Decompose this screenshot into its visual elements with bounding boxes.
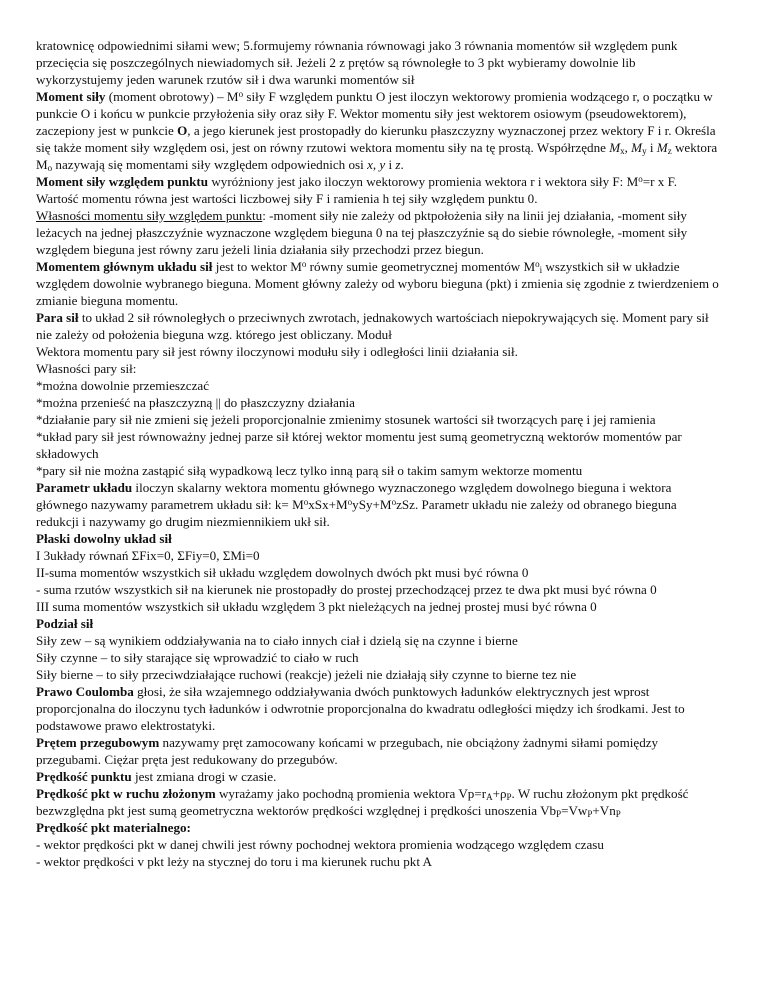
term-compound-motion-velocity: Prędkość pkt w ruchu złożonym	[36, 786, 216, 801]
term-point-velocity: Prędkość punktu	[36, 769, 132, 784]
term-moment-properties: Własności momentu siły względem punktu	[36, 208, 263, 223]
list-item: I 3układy równań ΣFix=0, ΣFiy=0, ΣMi=0	[36, 548, 260, 563]
term-force-couple: Para sił	[36, 310, 79, 325]
paragraph-moment-properties: Własności momentu siły względem punktu: -moment siły nie zależy od pktpołożenia siły na linii jej działania, -moment siły leżacych na jednej płaszczyźnie wyznaczone względem bieguna 0 na tej płaszczyźnie są do siebie równoległe, -moment siły względem bieguna jest równy zaru jeżeli linia działania siły przechodzi przez biegun.	[36, 208, 688, 257]
list-item: *można przenieść na płaszczyzną || do płaszczyzny działania	[36, 395, 355, 410]
list-item: Siły bierne – to siły przeciwdziałające ruchowi (reakcje) jeżeli nie działają siły czynne to bierne tez nie	[36, 667, 577, 682]
paragraph-compound-motion-velocity: Prędkość pkt w ruchu złożonym wyrażamy jako pochodną promienia wektora $Vp=r_A+\rho_P$. W ruchu złożonym pkt prędkość bezwzględna pkt jest sumą geometryczna wektorów prędkości względnej i prędkości unoszenia $Vb_P=Vw_P+Vn_P$	[36, 786, 689, 819]
paragraph-moment-about-point: Moment siły względem punktu wyróżniony jest jako iloczyn wektorowy promienia wektora r i wektora siły F: $M^o=r$ x F. Wartość momentu równa jest wartości liczbowej siły F i ramienia h tej siły względem punktu 0.	[36, 174, 678, 206]
term-moment-of-force: Moment siły	[36, 89, 106, 104]
list-item: *układ pary sił jest równoważny jednej parze sił której wektor momentu jest sumą geometryczną wektorów momentów par składowych	[36, 429, 682, 461]
list-item: *działanie pary sił nie zmieni się jeżeli proporcjonalnie zmienimy stosunek wartości sił tworzących parę i jej ramienia	[36, 412, 656, 427]
list-item: Siły czynne – to siły starające się wprowadzić to ciało w ruch	[36, 650, 359, 665]
list-item: *można dowolnie przemieszczać	[36, 378, 210, 393]
paragraph-pin-jointed-bar: Prętem przegubowym nazywamy pręt zamocowany końcami w przegubach, nie obciążony żadnymi siłami pomiędzy przegubami. Ciężar pręta jest redukowany do przegubów.	[36, 735, 659, 767]
term-system-parameter: Parametr układu	[36, 480, 133, 495]
term-principal-moment: Momentem głównym układu sił	[36, 259, 213, 274]
list-item: Siły zew – są wynikiem oddziaływania na to ciało innych ciał i dzielą się na czynne i bierne	[36, 633, 518, 648]
list-item: - suma rzutów wszystkich sił na kierunek nie prostopadły do prostej przechodzącej przez te dwa pkt musi być równa 0	[36, 582, 657, 597]
paragraph-couple-moment-vector: Wektora momentu pary sił jest równy iloczynowi modułu siły i odległości linii działania sił.	[36, 344, 518, 359]
term-coulomb-law: Prawo Coulomba	[36, 684, 134, 699]
list-item: - wektor prędkości v pkt leży na stycznej do toru i ma kierunek ruchu pkt A	[36, 854, 432, 869]
section-heading-force-division: Podział sił	[36, 616, 94, 631]
paragraph-point-velocity: Prędkość punktu jest zmiana drogi w czasie.	[36, 769, 277, 784]
list-item: II-suma momentów wszystkich sił układu względem dowolnych dwóch pkt musi być równa 0	[36, 565, 529, 580]
paragraph-system-parameter: Parametr układu iloczyn skalarny wektora momentu głównego wyznaczonego względem dowolnego bieguna i wektora głównego nazywamy parametrem układu sił: $k= M^oxSx+M^oySy+M^ozSz$. Parametr układu nie zależy od obranego bieguna redukcji i nazywamy go drugim niezmiennikiem ukł sił.	[36, 480, 677, 529]
paragraph-truss-method: kratownicę odpowiednimi siłami wew; 5.formujemy równania równowagi jako 3 równania momentów sił względem punk przecięcia się poszczególnych niewiadomych sił. Jeżeli 2 z prętów są równoległe to 3 pkt wybieramy dowolnie lib wykorzystujemy jeden warunek rzutów sił i dwa warunki momentów sił	[36, 38, 678, 87]
section-heading-material-point-velocity: Prędkość pkt materialnego:	[36, 820, 191, 835]
paragraph-coulomb-law: Prawo Coulomba głosi, że siła wzajemnego oddziaływania dwóch punktowych ładunków elektrycznych jest wprost proporcjonalna do iloczynu tych ładunków i odwrotnie proporcjonalna do kwadratu odległości między ich środkami. Jest to podstawowe prawo elektrostatyki.	[36, 684, 685, 733]
term-pin-jointed-bar: Prętem przegubowym	[36, 735, 160, 750]
list-item: *pary sił nie można zastąpić siłą wypadkową lecz tylko inną parą sił o takim samym wektorze momentu	[36, 463, 583, 478]
paragraph-force-couple: Para sił to układ 2 sił równoległych o przeciwnych zwrotach, jednakowych wartościach niepokrywających się. Moment pary sił nie zależy od położenia bieguna wzg. którego jest obliczany. Moduł	[36, 310, 709, 342]
section-heading-planar-system: Płaski dowolny układ sił	[36, 531, 172, 546]
paragraph-moment-of-force: Moment siły (moment obrotowy) – $M^o$ siły F względem punktu O jest iloczyn wektorowy promienia wodzącego r, o początku w punkcie O i końcu w punkcie przyłożenia siły oraz siły F. Wektor momentu siły jest wektorem osiowym (pseudowektorem), zaczepiony jest w punkcie O, a jego kierunek jest prostopadły do kierunku płaszczyzny wyznaczonej przez wektory F i r. Określa się także moment siły względem osi, jest on równy rzutowi wektora momentu siły na tę prostą. Współrzędne $M_x$, $M_y$ i $M_z$ wektora $M_o$ nazywają się momentami siły względem odpowiednich osi x, y i z.	[36, 89, 718, 173]
term-moment-about-point: Moment siły względem punktu	[36, 174, 209, 189]
list-item: III suma momentów wszystkich sił układu względem 3 pkt nieleżących na jednej prostej musi być równa 0	[36, 599, 597, 614]
list-item: - wektor prędkości pkt w danej chwili jest równy pochodnej wektora promienia wodzącego względem czasu	[36, 837, 604, 852]
paragraph-couple-properties-heading: Własności pary sił:	[36, 361, 137, 376]
paragraph-principal-moment: Momentem głównym układu sił jest to wektor $M^o$ równy sumie geometrycznej momentów $M^o_i$ wszystkich sił w układzie względem dowolnie wybranego bieguna. Moment główny zależy od wyboru bieguna (pkt) i zmienia się zgodnie z twierdzeniem o zmianie bieguna momentu.	[36, 259, 719, 308]
